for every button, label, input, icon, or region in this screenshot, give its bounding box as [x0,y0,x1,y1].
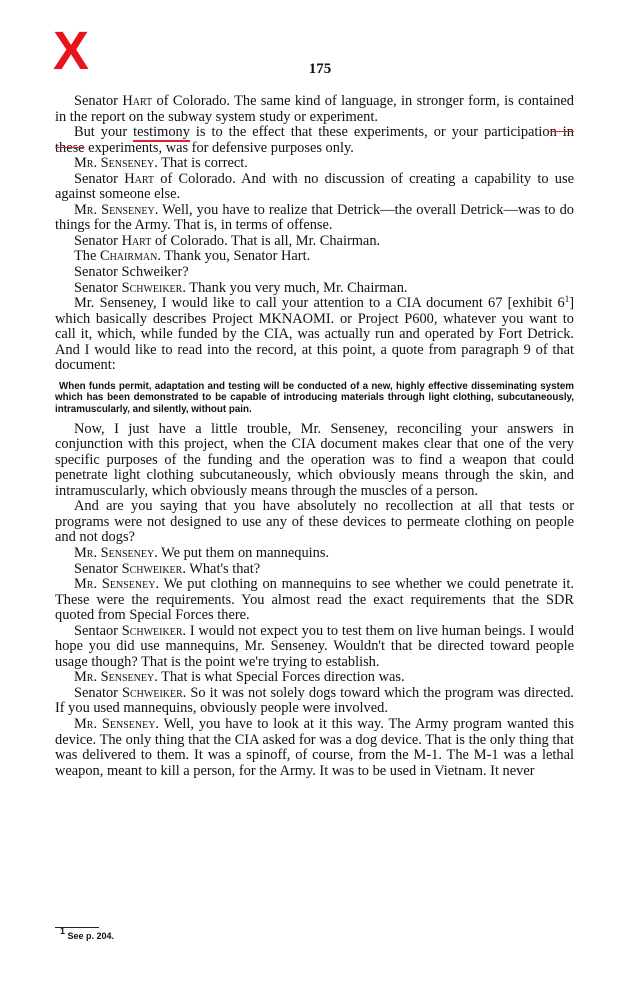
paragraph-schweiker-4: And are you saying that you have absolutely no recollection at all that tests or programs were not designed to use any of these devices to permeate clothing on people and not dogs? [55,498,574,546]
footnote-marker: 1 [60,926,66,936]
speaker-name: Mr. Senseney. [74,201,159,218]
transcript-body [55,94,574,779]
paragraph-senseney-3: Mr. Senseney. We put them on mannequins. [74,545,330,561]
paragraph-senseney-6: Mr. Senseney. Well, you have to look at it this way. The Army program wanted this device. The only thing that the CIA asked for was a dog device. That is the only thing that was delivered to them. It was a spinoff, of course, from the M-1. The M-1 was a lethal weapon, meant to kill a person, for the Army. It was to be used in Vietnam. It never [55,716,574,779]
paragraph-schweiker-6: Sentaor Schweiker. I would not expect you to test them on live human beings. I would hope you did use mannequins, Mr. Senseney. Wouldn't that be directed toward people usage though? That is the point we're trying to establish. [55,622,574,670]
paragraph-senseney-5: Mr. Senseney. That is what Special Forces direction was. [74,669,405,686]
speaker-name: Schweiker. [121,622,187,639]
speaker-name: Mr. Senseney. [74,545,158,561]
speaker-name: Mr. Senseney. [74,576,160,593]
speaker-name: Schweiker. [121,560,186,577]
block-quote: When funds permit, adaptation and testing will be conducted of a new, highly effective disseminating system which has been demonstrated to be capable of introducing materials through light clothing, subcutaneously, intramuscularly, and silently, without pain. [55,380,574,416]
paragraph-senseney-1: Mr. Senseney. That is correct. [74,155,248,172]
paragraph-chairman-2: Senator Schweiker? [74,264,189,281]
speaker-name: Mr. Senseney. [74,669,158,686]
speaker-name: Schweiker. [122,684,187,701]
paragraph-senseney-2: Mr. Senseney. Well, you have to realize that Detrick—the overall Detrick—was to do things for the Army. That is, in terms of offense. [55,201,574,234]
paragraph-senseney-4: Mr. Senseney. We put clothing on mannequins to see whether we could penetrate it. These were the requirements. You almost read the exact requirements that the SDR quoted from Special Forces there. [55,576,574,624]
speaker-name: Schweiker. [121,279,186,296]
paragraph-schweiker-3: Now, I just have a little trouble, Mr. Senseney, reconciling your answers in conjunction with this project, when the CIA document makes clear that one of the very specific purposes of the funding and the operation was to find a weapon that could penetrate light clothing subcutaneously, which obviously means through the skin, and intramuscularly, which obviously means through the muscles of a person. [55,420,574,499]
paragraph-hart-4: Senator Hart of Colorado. That is all, Mr. Chairman. [74,232,381,249]
footnote-ref: 1 [564,294,570,305]
speaker-name: Hart [122,93,153,109]
speaker-name: Mr. Senseney. [74,155,158,172]
paragraph-schweiker-2: Mr. Senseney, I would like to call your attention to a CIA document 67 [exhibit $6^1$] which basically describes Project MKNAOMI. or Project P600, whatever you want to call it, which, while funded by the CIA, was actually run and operated by Fort Detrick. And I would like to read into the record, at this point, a quote from paragraph 9 of that document: [55,294,574,374]
speaker-name: Mr. Senseney. [74,716,160,733]
page-number: 175 [308,61,332,77]
speaker-name: Hart [121,232,152,249]
paragraph-chairman: The Chairman. Thank you, Senator Hart. [74,248,311,265]
paragraph-hart-3: Senator Hart of Colorado. And with no discussion of creating a capability to use against someone else. [55,170,574,203]
underlined-testimony: testimony [133,124,190,141]
footnote: $^1$ See p. 204. [60,926,115,941]
struck-text: n in these [55,124,574,156]
paragraph-hart-1: Senator Hart of Colorado. The same kind of language, in stronger form, is contained in the report on the subway system study or experiment. [55,93,574,125]
paragraph-schweiker-7: Senator Schweiker. So it was not solely dogs toward which the program was directed. If you used mannequins, obviously people were involved. [55,684,575,717]
red-x-mark: X [53,21,90,81]
paragraph-hart-2: But your testimony is to the effect that these experiments, or your participation in these experiments, was for defensive purposes only. [55,124,574,156]
speaker-name: Hart [124,170,155,187]
speaker-name: Chairman. [99,248,161,265]
paragraph-schweiker-5: Senator Schweiker. What's that? [74,560,261,577]
paragraph-schweiker-1: Senator Schweiker. Thank you very much, Mr. Chairman. [74,279,408,296]
